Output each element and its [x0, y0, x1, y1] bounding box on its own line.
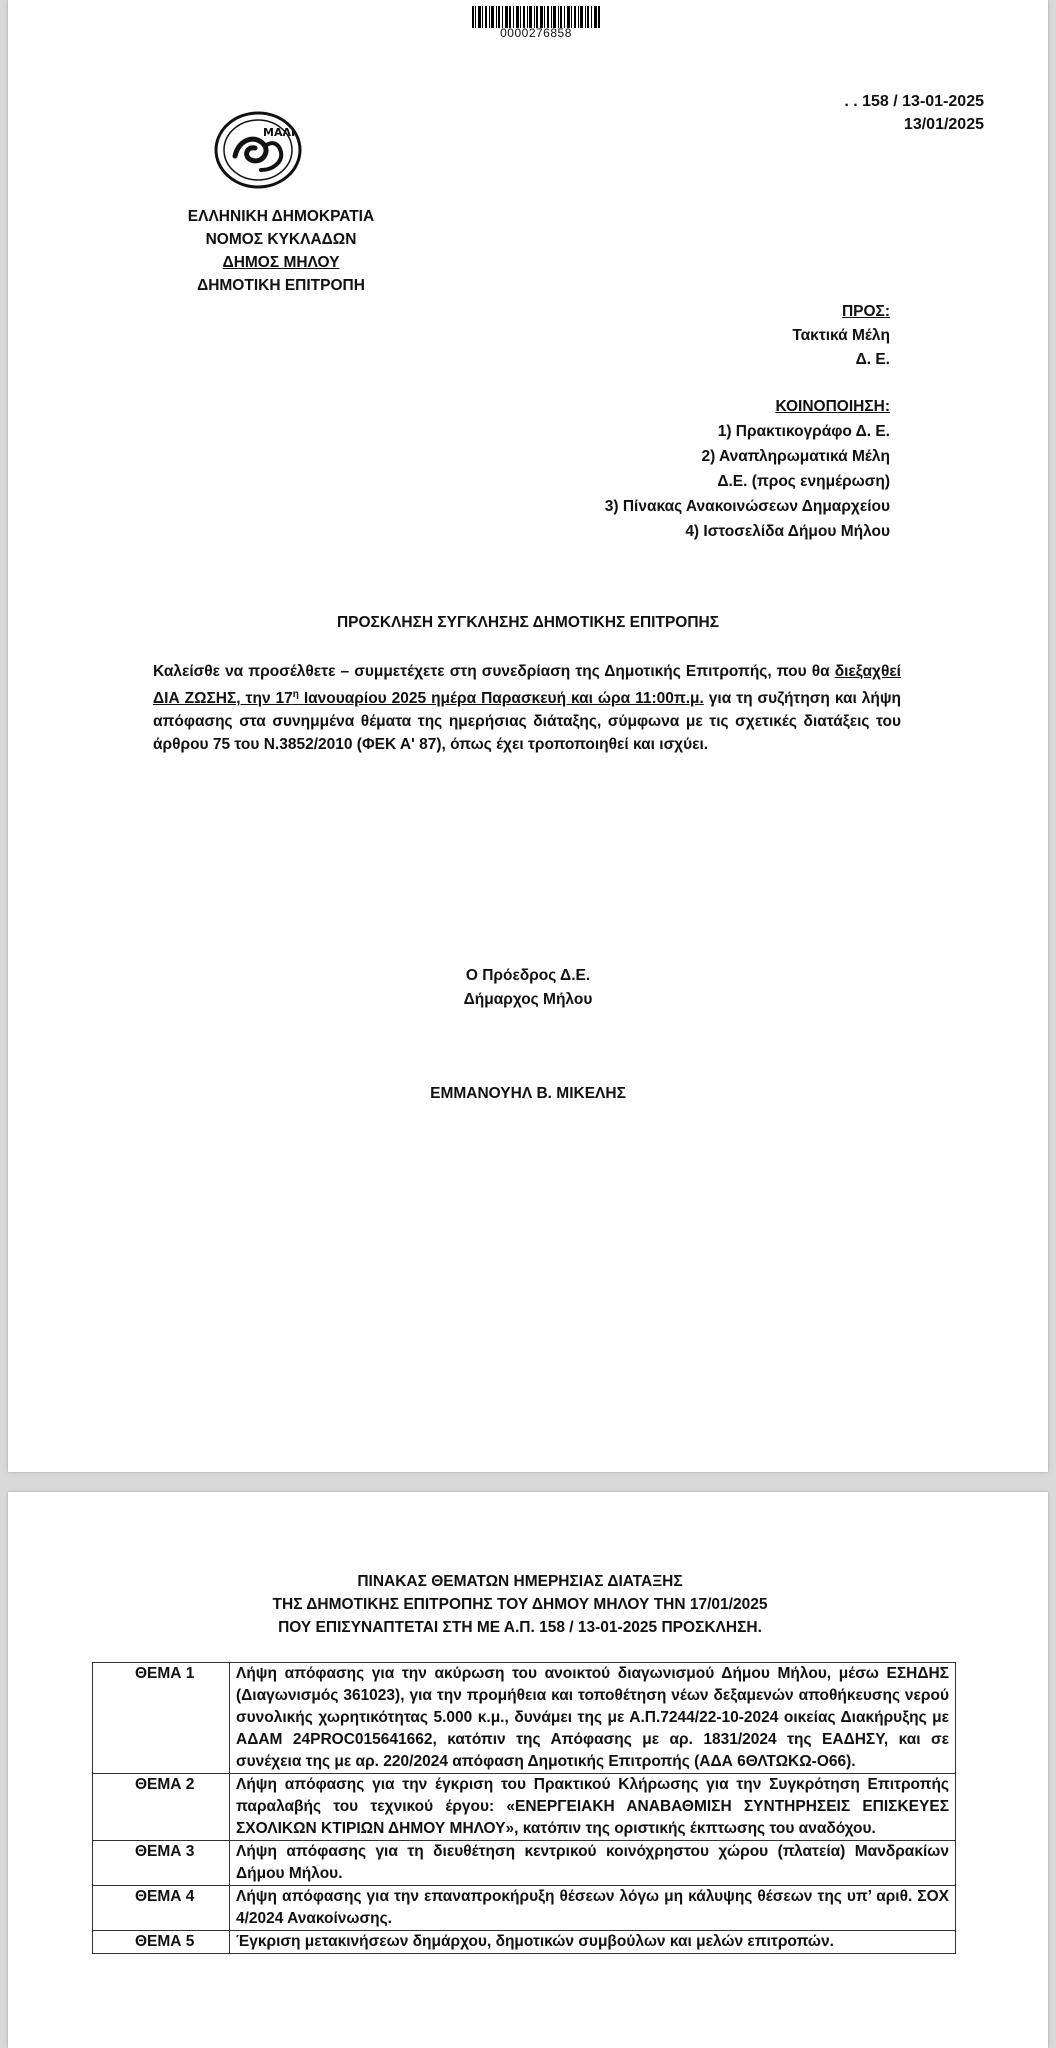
barcode-number: 0000276858 [500, 26, 572, 40]
recipients-line: Δ. Ε. [855, 351, 890, 368]
notification-item: 3) Πίνακας Ανακοινώσεων Δημαρχείου [604, 498, 890, 515]
signer-role-line: Ο Πρόεδρος Δ.Ε. [465, 967, 591, 984]
notification-item: 1) Πρακτικογράφο Δ. Ε. [717, 423, 890, 440]
agenda-title-line: ΠΟΥ ΕΠΙΣΥΝΑΠΤΕΤΑΙ ΣΤΗ ΜΕ Α.Π. 158 / 13-01-2025 ΠΡΟΣΚΛΗΣΗ. [278, 1619, 762, 1636]
meeting-details-b: Ιανουαρίου 2025 ημέρα Παρασκευή και ώρα 11:00π.μ. [298, 690, 704, 708]
agenda-table [92, 1662, 956, 1954]
recipients-block [792, 300, 890, 372]
barcode-icon [472, 6, 600, 28]
agenda-title-line: ΤΗΣ ΔΗΜΟΤΙΚΗΣ ΕΠΙΤΡΟΠΗΣ ΤΟΥ ΔΗΜΟΥ ΜΗΛΟΥ ΤΗΝ 17/01/2025 [272, 1596, 768, 1613]
agenda-topic-label: ΘΕΜΑ 4 [93, 1886, 230, 1931]
agenda-topic-label: ΘΕΜΑ 3 [93, 1841, 230, 1886]
header-line-committee: ΔΗΜΟΤΙΚΗ ΕΠΙΤΡΟΠΗ [197, 277, 365, 294]
seal-lettering: ΜΑΛΙ [263, 126, 296, 139]
signer-name: ΕΜΜΑΝΟΥΗΛ Β. ΜΙΚΕΛΗΣ [430, 1085, 626, 1102]
municipality-seal-icon [213, 110, 303, 190]
notification-block [605, 394, 890, 544]
protocol-info [844, 90, 984, 136]
agenda-topic-description: Έγκριση μετακινήσεων δημάρχου, δημοτικών συμβούλων και μελών επιτροπών. [230, 1931, 956, 1954]
meeting-day-suffix: η [292, 689, 299, 700]
agenda-topic-description: Λήψη απόφασης για τη διευθέτηση κεντρικού κοινόχρηστου χώρου (πλατεία) Μανδρακίων Δήμου Μήλου. [230, 1841, 956, 1886]
agenda-topic-description: Λήψη απόφασης για την έγκριση του Πρακτικού Κλήρωσης για την Συγκρότηση Επιτροπής παραλαβής του τεχνικού έργου: «ΕΝΕΡΓΕΙΑΚΗ ΑΝΑΒΑΘΜΙΣΗ ΣΥΝΤΗΡΗΣΕΙΣ ΕΠΙΣΚΕΥΕΣ ΣΧΟΛΙΚΩΝ ΚΤΙΡΙΩΝ ΔΗΜΟΥ ΜΗΛΟΥ», κατόπιν της οριστικής έκπτωσης του αναδόχου. [230, 1774, 956, 1841]
header-line-prefecture: ΝΟΜΟΣ ΚΥΚΛΑΔΩΝ [205, 231, 357, 248]
agenda-topic-description: Λήψη απόφασης για την ακύρωση του ανοικτού διαγωνισμού Δήμου Μήλου, μέσω ΕΣΗΔΗΣ (Διαγωνισμός 361023), για την προμήθεια και τοποθέτηση νέων δεξαμενών αποθήκευσης νερού συνολικής χωρητικότητας 5.000 κ.μ., δυνάμει της με Α.Π.7244/22-10-2024 οικείας Διακήρυξης με ΑΔΑΜ 24PROC015641662, κατόπιν της Απόφασης με αρ. 1831/2024 της ΕΑΔΗΣΥ, και σε συνέχεια της με αρ. 220/2024 απόφαση Δημοτικής Επιτροπής (ΑΔΑ 6ΘΛΤΩΚΩ-Ο66). [230, 1663, 956, 1774]
signer-role [8, 964, 1048, 1012]
notification-item: 2) Αναπληρωματικά Μέλη [701, 448, 890, 465]
notification-item: Δ.Ε. (προς ενημέρωση) [717, 473, 890, 490]
table-row [93, 1663, 956, 1774]
agenda-topic-description: Λήψη απόφασης για την επαναπροκήρυξη θέσεων λόγω μη κάλυψης θέσεων της υπ’ αριθ. ΣΟΧ 4/2024 Ανακοίνωσης. [230, 1886, 956, 1931]
table-row [93, 1931, 956, 1954]
issuer-header [166, 205, 396, 297]
document-page-1 [8, 0, 1048, 1472]
signer-role-line: Δήμαρχος Μήλου [463, 991, 593, 1008]
table-row [93, 1886, 956, 1931]
header-line-municipality: ΔΗΜΟΣ ΜΗΛΟΥ [222, 254, 340, 271]
table-row [93, 1841, 956, 1886]
agenda-topic-label: ΘΕΜΑ 1 [93, 1663, 230, 1774]
protocol-date: 13/01/2025 [903, 116, 984, 133]
invitation-title: ΠΡΟΣΚΛΗΣΗ ΣΥΓΚΛΗΣΗΣ ΔΗΜΟΤΙΚΗΣ ΕΠΙΤΡΟΠΗΣ [336, 614, 720, 631]
body-text-part: Καλείσθε να προσέλθετε – συμμετέχετε στη συνεδρίαση της Δημοτικής Επιτροπής, που θα [153, 663, 835, 680]
table-row [93, 1774, 956, 1841]
agenda-topic-label: ΘΕΜΑ 2 [93, 1774, 230, 1841]
body-text-part: για τη συζήτηση και λήψη απόφασης στα συνημμένα θέματα της ημερήσιας διάταξης, σύμφωνα με τις σχετικές διατάξεις του άρθρου 75 του Ν.3852/2010 (ΦΕΚ Α' 87), όπως έχει τροποποιηθεί και ισχύει. [153, 690, 901, 754]
agenda-title-line: ΠΙΝΑΚΑΣ ΘΕΜΑΤΩΝ ΗΜΕΡΗΣΙΑΣ ΔΙΑΤΑΞΗΣ [357, 1573, 683, 1590]
meeting-details-a: διεξαχθεί ΔΙΑ ΖΩΣΗΣ, την 17 [153, 663, 901, 708]
recipients-label: ΠΡΟΣ: [841, 303, 890, 320]
protocol-number: . . 158 / 13-01-2025 [844, 93, 984, 110]
notification-item: 4) Ιστοσελίδα Δήμου Μήλου [685, 523, 890, 540]
recipients-line: Τακτικά Μέλη [792, 327, 890, 344]
agenda-topic-label: ΘΕΜΑ 5 [93, 1931, 230, 1954]
agenda-title [0, 1570, 1040, 1639]
notification-label: ΚΟΙΝΟΠΟΙΗΣΗ: [775, 398, 890, 415]
header-line-republic: ΕΛΛΗΝΙΚΗ ΔΗΜΟΚΡΑΤΙΑ [187, 208, 375, 225]
invitation-body [153, 660, 901, 756]
